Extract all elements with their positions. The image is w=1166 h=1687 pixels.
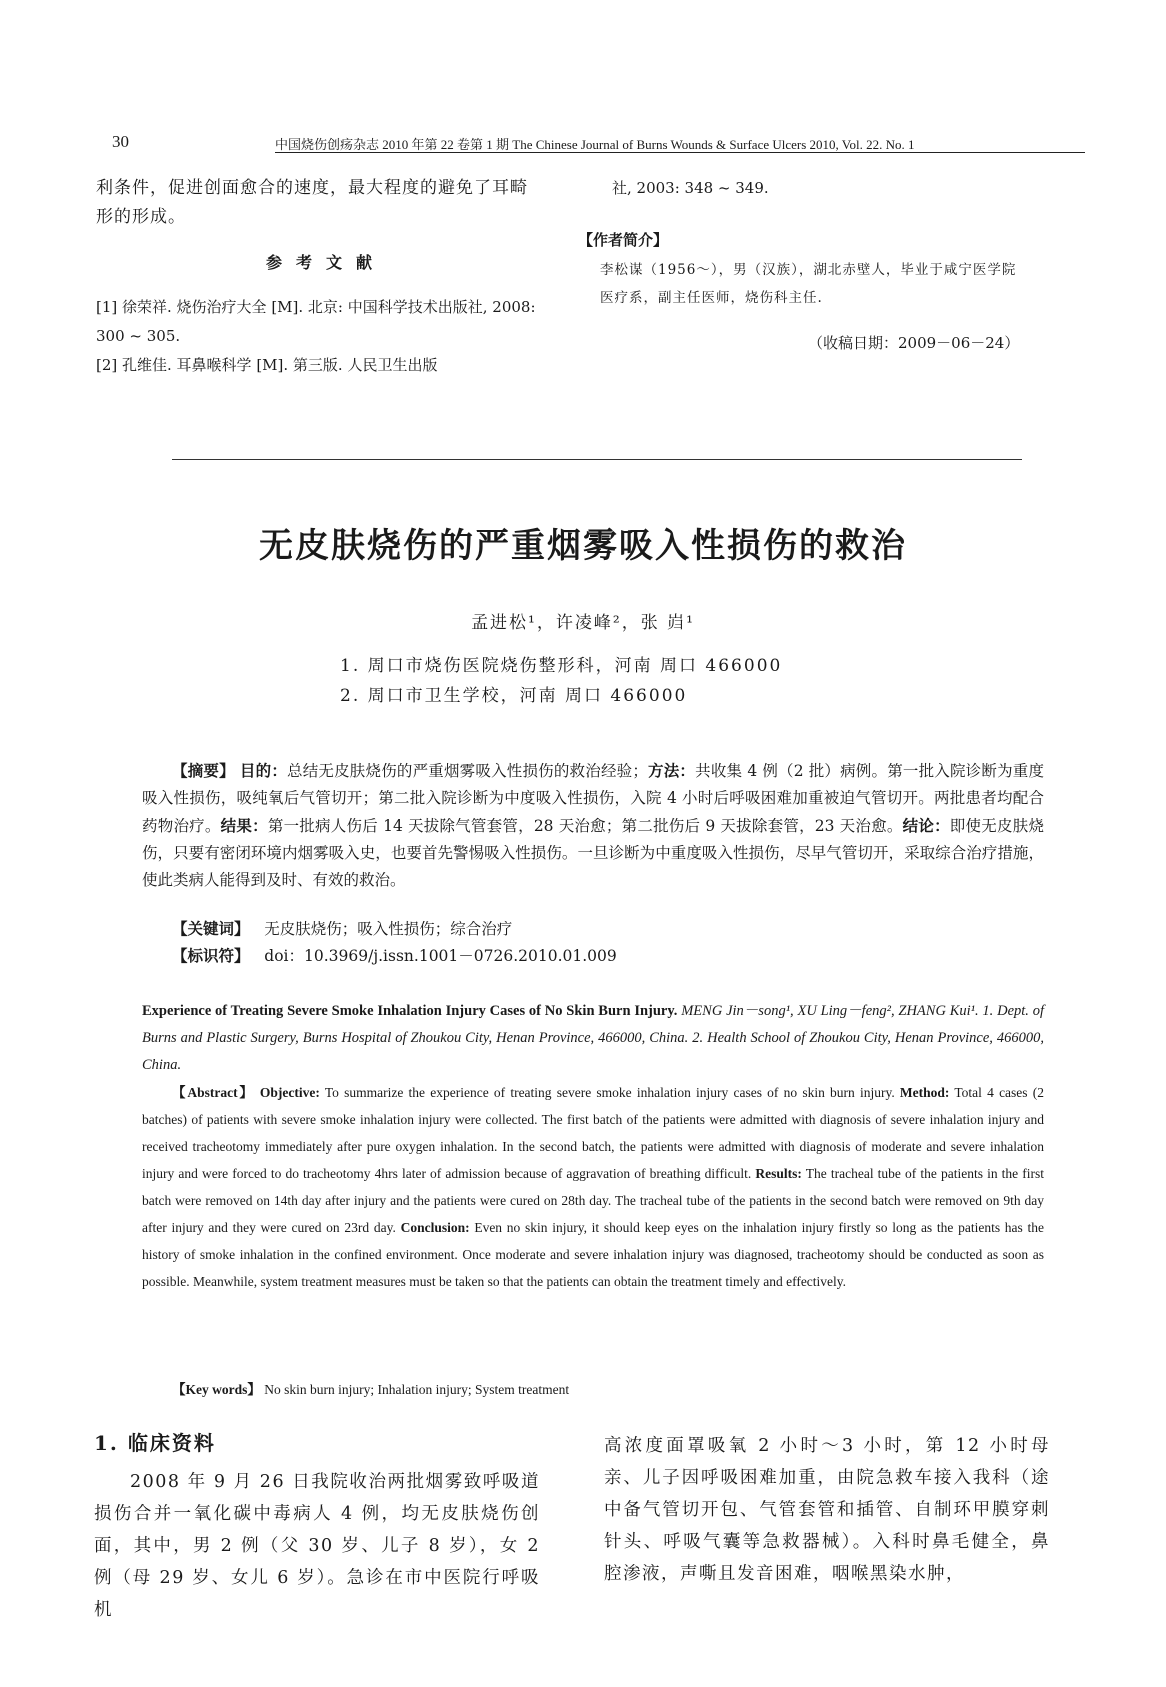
reference-2-cont: 社, 2003: 348 ~ 349. xyxy=(612,179,769,197)
author-intro-heading: 【作者简介】 xyxy=(578,231,669,249)
conclusion-text: 即使无皮肤烧伤，只要有密闭环境内烟雾吸入史，也要首先警惕吸入性损伤。一旦诊断为中重度吸入性损伤，尽早气管切开，采取综合治疗措施，使此类病人能得到及时、有效的救治。 xyxy=(142,817,1044,889)
prev-article-text: 利条件，促进创面愈合的速度，最大程度的避免了耳畸形的形成。 xyxy=(96,178,528,227)
reference-2: [2] 孔维佳. 耳鼻喉科学 [M]. 第三版. 人民卫生出版 xyxy=(96,356,438,374)
received-date: （收稿日期：2009－06－24） xyxy=(808,334,1020,352)
running-head: 中国烧伤创疡杂志 2010 年第 22 卷第 1 期 The Chinese Journal of Burns Wounds & Surface Ulcers 2010, Vol. 22. No. 1 xyxy=(275,137,915,152)
en-method-label: Method: xyxy=(899,1085,950,1100)
keywords-line xyxy=(172,917,512,939)
en-objective-label: Objective: xyxy=(259,1085,320,1100)
doi-label: 【标识符】 xyxy=(172,946,250,965)
english-title: Experience of Treating Severe Smoke Inhalation Injury Cases of No Skin Burn Injury. xyxy=(142,1003,678,1019)
en-keywords-text: No skin burn injury; Inhalation injury; System treatment xyxy=(260,1382,570,1397)
abstract-en xyxy=(142,1079,1044,1295)
en-objective-text: To summarize the experience of treating severe smoke inhalation injury cases of no skin burn injury. xyxy=(319,1085,895,1100)
objective-text: 总结无皮肤烧伤的严重烟雾吸入性损伤的救治经验； xyxy=(287,762,648,780)
results-label: 结果： xyxy=(220,816,268,835)
en-conclusion-text: Even no skin injury, it should keep eyes on the inhalation injury firstly so long as the patients has the history of smoke inhalation in the confined environment. Once moderate and severe inhalation injury was diagnosed, tracheotomy should be conducted as soon as possible. Meanwhile, system treatment measures must be taken so that the patients can obtain the treatment timely and effectively. xyxy=(142,1220,1045,1289)
body-right-column: 高浓度面罩吸氧 2 小时～3 小时，第 12 小时母亲、儿子因呼吸困难加重，由院急救车接入我科（途中备气管切开包、气管套管和插管、自制环甲膜穿刺针头、呼吸气囊等急救器械）。入科时鼻毛健全，鼻腔渗液，声嘶且发音困难，咽喉黑染水肿， xyxy=(604,1436,1050,1584)
doi-text: doi：10.3969/j.issn.1001－0726.2010.01.009 xyxy=(264,947,617,965)
method-text: 共收集 4 例（2 批）病例。第一批入院诊断为重度吸入性损伤，吸纯氧后气管切开；第二批入院诊断为中度吸入性损伤，入院 4 小时后呼吸困难加重被迫气管切开。两批患者均配合药物治疗。 xyxy=(142,762,1044,835)
en-results-label: Results: xyxy=(755,1166,802,1181)
method-label: 方法： xyxy=(647,761,696,780)
references-title: 参考文献 xyxy=(266,253,387,272)
article-divider xyxy=(172,459,1022,460)
article-authors: 孟进松¹，许凌峰²，张 岿¹ xyxy=(471,613,695,633)
body-left-column: 2008 年 9 月 26 日我院收治两批烟雾致呼吸道损伤合并一氧化碳中毒病人 4 例，均无皮肤烧伤创面，其中，男 2 例（父 30 岁、儿子 8 岁），女 2 例（母 29 岁、女儿 6 岁）。急诊在市中医院行呼吸机 xyxy=(94,1472,540,1620)
abstract-cn xyxy=(142,757,1044,894)
en-method-text: Total 4 cases (2 batches) of patients with severe smoke inhalation injury were collected. The first batch of the patients were admitted with diagnosis of severe inhalation injury and received tracheotomy immediately after pure oxygen inhalation. In the second batch, the patients were admitted with diagnosis of moderate and severe inhalation injury and were forced to do tracheotomy 4hrs later of admission because of aggravation of breathing difficult. xyxy=(142,1085,1044,1181)
en-abstract-label: 【Abstract】 xyxy=(172,1085,255,1100)
en-keywords-label: 【Key words】 xyxy=(172,1382,261,1397)
objective-label: 目的： xyxy=(239,761,288,780)
english-keywords-line xyxy=(172,1378,569,1398)
abstract-label: 【摘要】 xyxy=(172,761,235,780)
article-title: 无皮肤烧伤的严重烟雾吸入性损伤的救治 xyxy=(259,526,907,566)
affiliation-2: 2. 周口市卫生学校，河南 周口 466000 xyxy=(340,686,688,706)
affiliation-1: 1. 周口市烧伤医院烧伤整形科，河南 周口 466000 xyxy=(340,656,783,676)
section-heading: 1. 临床资料 xyxy=(94,1431,216,1455)
reference-1: [1] 徐荣祥. 烧伤治疗大全 [M]. 北京: 中国科学技术出版社, 2008: 300 ~ 305. xyxy=(96,298,536,345)
english-authors: MENG Jin－song¹, XU Ling－feng², ZHANG Kui¹. 1. Dept. of Burns and Plastic Surgery, Burns Hospital of Zhoukou City, Henan Province, 466000, China. 2. Health School of Zhoukou City, Henan Province, 466000, China. xyxy=(142,1003,1044,1073)
conclusion-label: 结论： xyxy=(902,816,950,835)
english-title-block xyxy=(142,998,1044,1079)
doi-line xyxy=(172,944,617,966)
page-number: 30 xyxy=(112,132,129,151)
keywords-label: 【关键词】 xyxy=(172,919,250,938)
keywords-text: 无皮肤烧伤；吸入性损伤；综合治疗 xyxy=(264,920,513,938)
en-conclusion-label: Conclusion: xyxy=(400,1220,470,1235)
author-intro: 李松谋（1956～），男（汉族），湖北赤壁人，毕业于咸宁医学院医疗系，副主任医师，烧伤科主任. xyxy=(600,262,1017,306)
header-rule xyxy=(275,152,1085,153)
results-text: 第一批病人伤后 14 天拔除气管套管，28 天治愈；第二批伤后 9 天拔除套管，23 天治愈。 xyxy=(267,817,903,835)
en-results-text: The tracheal tube of the patients in the first batch were removed on 14th day after injury and the patients were cured on 28th day. The tracheal tube of the patients in the second batch were removed on 9th day after injury and they were cured on 23rd day. xyxy=(142,1166,1045,1235)
